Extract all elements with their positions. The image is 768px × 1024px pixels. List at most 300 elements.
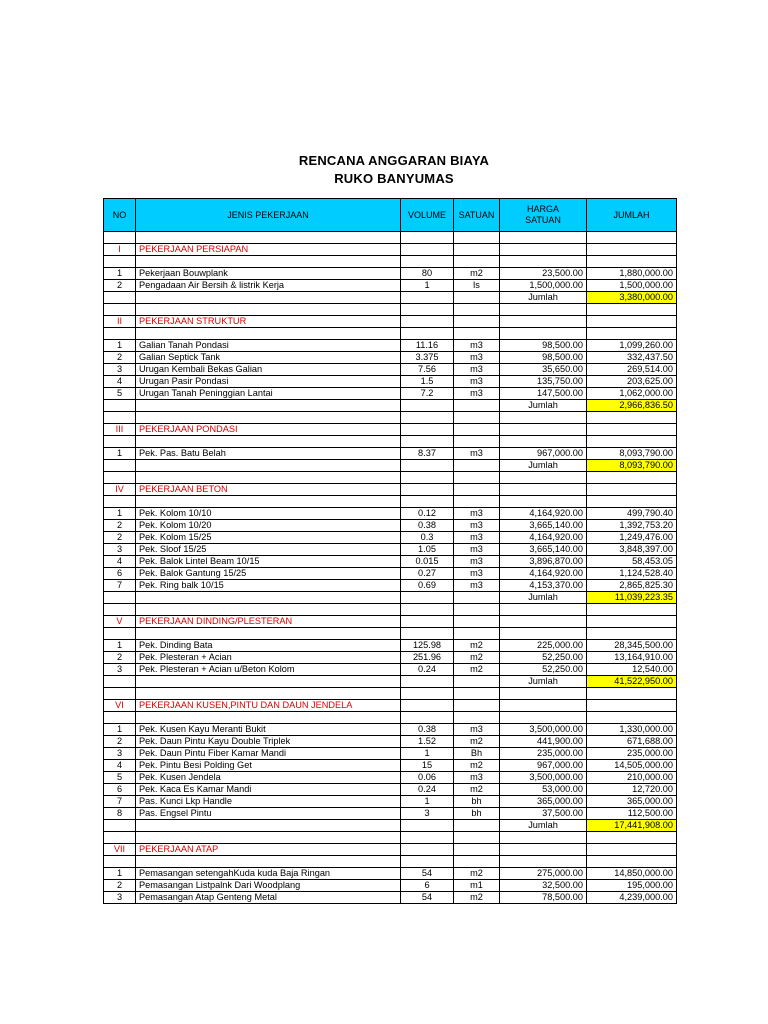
item-satuan: m2 — [454, 736, 500, 748]
blank-row — [104, 604, 677, 616]
item-harga-satuan: 235,000.00 — [500, 748, 587, 760]
empty-cell — [104, 400, 136, 412]
section-number: VII — [104, 844, 136, 856]
item-volume: 1.52 — [401, 736, 454, 748]
empty-cell — [401, 472, 454, 484]
table-row — [104, 808, 677, 820]
empty-cell — [454, 496, 500, 508]
empty-cell — [401, 484, 454, 496]
table-row — [104, 580, 677, 592]
blank-row — [104, 832, 677, 844]
empty-cell — [587, 472, 677, 484]
empty-cell — [587, 424, 677, 436]
empty-cell — [587, 604, 677, 616]
empty-cell — [401, 604, 454, 616]
item-no: 2 — [104, 352, 136, 364]
empty-cell — [401, 616, 454, 628]
item-jenis-pekerjaan: Pek. Plesteran + Acian — [136, 652, 401, 664]
empty-cell — [401, 412, 454, 424]
section-header-row — [104, 700, 677, 712]
document-subtitle: RUKO BANYUMAS — [334, 171, 454, 186]
subtotal-value: 41,522,950.00 — [587, 676, 677, 688]
item-jenis-pekerjaan: Urugan Kembali Bekas Galian — [136, 364, 401, 376]
empty-cell — [454, 436, 500, 448]
item-jenis-pekerjaan: Pek. Kaca Es Kamar Mandi — [136, 784, 401, 796]
subtotal-value: 17,441,908.00 — [587, 820, 677, 832]
empty-cell — [136, 256, 401, 268]
item-satuan: m3 — [454, 448, 500, 460]
empty-cell — [454, 484, 500, 496]
table-row — [104, 340, 677, 352]
empty-cell — [104, 604, 136, 616]
item-jenis-pekerjaan: Pek. Plesteran + Acian u/Beton Kolom — [136, 664, 401, 676]
empty-cell — [104, 628, 136, 640]
empty-cell — [104, 712, 136, 724]
empty-cell — [500, 256, 587, 268]
empty-cell — [587, 616, 677, 628]
subtotal-row — [104, 460, 677, 472]
empty-cell — [136, 820, 401, 832]
subtotal-row — [104, 820, 677, 832]
empty-cell — [401, 700, 454, 712]
header-volume: VOLUME — [401, 199, 454, 232]
table-row — [104, 364, 677, 376]
empty-cell — [104, 496, 136, 508]
empty-cell — [454, 712, 500, 724]
section-title: PEKERJAAN PONDASI — [136, 424, 401, 436]
empty-cell — [454, 856, 500, 868]
item-satuan: m3 — [454, 556, 500, 568]
empty-cell — [136, 436, 401, 448]
item-jumlah: 1,880,000.00 — [587, 268, 677, 280]
empty-cell — [454, 244, 500, 256]
section-number: IV — [104, 484, 136, 496]
item-harga-satuan: 52,250.00 — [500, 652, 587, 664]
item-jenis-pekerjaan: Pemasangan Listpalnk Dari Woodplang — [136, 880, 401, 892]
item-jenis-pekerjaan: Pek. Daun Pintu Fiber Kamar Mandi — [136, 748, 401, 760]
item-jumlah: 1,062,000.00 — [587, 388, 677, 400]
empty-cell — [454, 472, 500, 484]
table-row — [104, 652, 677, 664]
item-no: 2 — [104, 652, 136, 664]
blank-row — [104, 472, 677, 484]
item-harga-satuan: 37,500.00 — [500, 808, 587, 820]
empty-cell — [401, 592, 454, 604]
section-header-row — [104, 616, 677, 628]
empty-cell — [500, 604, 587, 616]
item-harga-satuan: 52,250.00 — [500, 664, 587, 676]
header-jumlah: JUMLAH — [587, 199, 677, 232]
item-jumlah: 203,625.00 — [587, 376, 677, 388]
blank-row — [104, 628, 677, 640]
item-satuan: Bh — [454, 748, 500, 760]
item-no: 1 — [104, 868, 136, 880]
empty-cell — [401, 688, 454, 700]
empty-cell — [401, 244, 454, 256]
item-volume: 1 — [401, 796, 454, 808]
item-jenis-pekerjaan: Urugan Tanah Peninggian Lantai — [136, 388, 401, 400]
item-volume: 0.3 — [401, 532, 454, 544]
item-no: 2 — [104, 880, 136, 892]
empty-cell — [587, 700, 677, 712]
empty-cell — [500, 700, 587, 712]
empty-cell — [500, 856, 587, 868]
item-no: 5 — [104, 388, 136, 400]
item-jumlah: 12,720.00 — [587, 784, 677, 796]
section-header-row — [104, 316, 677, 328]
empty-cell — [136, 232, 401, 244]
item-jenis-pekerjaan: Pemasangan setengahKuda kuda Baja Ringan — [136, 868, 401, 880]
item-volume: 80 — [401, 268, 454, 280]
item-volume: 1 — [401, 748, 454, 760]
section-title: PEKERJAAN PERSIAPAN — [136, 244, 401, 256]
empty-cell — [104, 292, 136, 304]
empty-cell — [401, 844, 454, 856]
item-volume: 3 — [401, 808, 454, 820]
empty-cell — [454, 424, 500, 436]
empty-cell — [587, 856, 677, 868]
subtotal-label: Jumlah — [500, 592, 587, 604]
empty-cell — [136, 292, 401, 304]
item-volume: 15 — [401, 760, 454, 772]
empty-cell — [500, 412, 587, 424]
empty-cell — [500, 628, 587, 640]
empty-cell — [454, 700, 500, 712]
item-satuan: m3 — [454, 520, 500, 532]
item-harga-satuan: 3,896,870.00 — [500, 556, 587, 568]
item-volume: 1.05 — [401, 544, 454, 556]
item-jenis-pekerjaan: Galian Septick Tank — [136, 352, 401, 364]
item-volume: 1.5 — [401, 376, 454, 388]
item-no: 1 — [104, 724, 136, 736]
empty-cell — [454, 316, 500, 328]
item-jumlah: 4,239,000.00 — [587, 892, 677, 904]
item-jumlah: 1,249,476.00 — [587, 532, 677, 544]
item-harga-satuan: 4,153,370.00 — [500, 580, 587, 592]
item-harga-satuan: 23,500.00 — [500, 268, 587, 280]
table-row — [104, 448, 677, 460]
item-jumlah: 1,330,000.00 — [587, 724, 677, 736]
item-no: 3 — [104, 544, 136, 556]
table-row — [104, 664, 677, 676]
section-header-row — [104, 844, 677, 856]
empty-cell — [454, 460, 500, 472]
item-no: 7 — [104, 796, 136, 808]
item-harga-satuan: 365,000.00 — [500, 796, 587, 808]
item-harga-satuan: 1,500,000.00 — [500, 280, 587, 292]
item-jumlah: 1,500,000.00 — [587, 280, 677, 292]
empty-cell — [500, 496, 587, 508]
item-no: 7 — [104, 580, 136, 592]
empty-cell — [500, 688, 587, 700]
empty-cell — [136, 712, 401, 724]
item-jumlah: 195,000.00 — [587, 880, 677, 892]
item-jenis-pekerjaan: Galian Tanah Pondasi — [136, 340, 401, 352]
item-jumlah: 269,514.00 — [587, 364, 677, 376]
blank-row — [104, 688, 677, 700]
empty-cell — [136, 328, 401, 340]
item-harga-satuan: 967,000.00 — [500, 760, 587, 772]
empty-cell — [500, 472, 587, 484]
section-title: PEKERJAAN BETON — [136, 484, 401, 496]
empty-cell — [454, 328, 500, 340]
section-number: V — [104, 616, 136, 628]
item-satuan: m3 — [454, 580, 500, 592]
budget-table — [103, 198, 677, 904]
empty-cell — [401, 400, 454, 412]
empty-cell — [104, 592, 136, 604]
item-satuan: bh — [454, 808, 500, 820]
item-jenis-pekerjaan: Urugan Pasir Pondasi — [136, 376, 401, 388]
empty-cell — [500, 844, 587, 856]
empty-cell — [454, 304, 500, 316]
empty-cell — [454, 400, 500, 412]
blank-row — [104, 304, 677, 316]
item-jenis-pekerjaan: Pek. Kusen Jendela — [136, 772, 401, 784]
section-header-row — [104, 484, 677, 496]
section-title: PEKERJAAN DINDING/PLESTERAN — [136, 616, 401, 628]
section-number: III — [104, 424, 136, 436]
item-harga-satuan: 3,500,000.00 — [500, 724, 587, 736]
table-row — [104, 772, 677, 784]
item-harga-satuan: 225,000.00 — [500, 640, 587, 652]
item-no: 3 — [104, 364, 136, 376]
item-satuan: m3 — [454, 376, 500, 388]
table-header-row — [104, 199, 677, 232]
item-harga-satuan: 98,500.00 — [500, 352, 587, 364]
subtotal-value: 11,039,223.35 — [587, 592, 677, 604]
table-row — [104, 640, 677, 652]
item-satuan: m2 — [454, 652, 500, 664]
empty-cell — [500, 616, 587, 628]
header-harga-line1: HARGA — [526, 204, 559, 214]
empty-cell — [401, 316, 454, 328]
table-row — [104, 544, 677, 556]
item-jenis-pekerjaan: Pek. Kolom 15/25 — [136, 532, 401, 544]
item-volume: 0.24 — [401, 664, 454, 676]
empty-cell — [401, 820, 454, 832]
empty-cell — [136, 604, 401, 616]
item-jumlah: 332,437.50 — [587, 352, 677, 364]
table-row — [104, 556, 677, 568]
item-volume: 0.015 — [401, 556, 454, 568]
item-volume: 0.06 — [401, 772, 454, 784]
header-no: NO — [104, 199, 136, 232]
empty-cell — [587, 688, 677, 700]
empty-cell — [500, 244, 587, 256]
item-jumlah: 3,848,397.00 — [587, 544, 677, 556]
empty-cell — [104, 832, 136, 844]
item-harga-satuan: 3,500,000.00 — [500, 772, 587, 784]
empty-cell — [104, 472, 136, 484]
blank-row — [104, 856, 677, 868]
empty-cell — [136, 628, 401, 640]
empty-cell — [587, 712, 677, 724]
item-jenis-pekerjaan: Pengadaan Air Bersih & listrik Kerja — [136, 280, 401, 292]
table-row — [104, 760, 677, 772]
section-number: II — [104, 316, 136, 328]
empty-cell — [454, 676, 500, 688]
item-satuan: m2 — [454, 892, 500, 904]
item-volume: 54 — [401, 868, 454, 880]
empty-cell — [104, 436, 136, 448]
item-harga-satuan: 35,650.00 — [500, 364, 587, 376]
item-harga-satuan: 4,164,920.00 — [500, 568, 587, 580]
empty-cell — [587, 232, 677, 244]
subtotal-label: Jumlah — [500, 460, 587, 472]
subtotal-row — [104, 292, 677, 304]
item-jenis-pekerjaan: Pek. Kolom 10/10 — [136, 508, 401, 520]
empty-cell — [587, 628, 677, 640]
blank-row — [104, 232, 677, 244]
item-satuan: m2 — [454, 784, 500, 796]
item-satuan: m3 — [454, 772, 500, 784]
item-no: 1 — [104, 640, 136, 652]
item-jumlah: 499,790.40 — [587, 508, 677, 520]
item-no: 1 — [104, 508, 136, 520]
blank-row — [104, 712, 677, 724]
item-volume: 0.38 — [401, 724, 454, 736]
subtotal-label: Jumlah — [500, 820, 587, 832]
blank-row — [104, 256, 677, 268]
empty-cell — [104, 232, 136, 244]
item-volume: 1 — [401, 280, 454, 292]
item-volume: 8.37 — [401, 448, 454, 460]
item-volume: 0.38 — [401, 520, 454, 532]
header-satuan: SATUAN — [454, 199, 500, 232]
item-jumlah: 365,000.00 — [587, 796, 677, 808]
blank-row — [104, 436, 677, 448]
table-row — [104, 280, 677, 292]
item-volume: 6 — [401, 880, 454, 892]
item-harga-satuan: 147,500.00 — [500, 388, 587, 400]
item-no: 3 — [104, 664, 136, 676]
empty-cell — [500, 304, 587, 316]
empty-cell — [136, 496, 401, 508]
subtotal-label: Jumlah — [500, 400, 587, 412]
item-volume: 251.96 — [401, 652, 454, 664]
empty-cell — [136, 472, 401, 484]
subtotal-value: 8,093,790.00 — [587, 460, 677, 472]
item-jumlah: 14,505,000.00 — [587, 760, 677, 772]
section-header-row — [104, 424, 677, 436]
empty-cell — [401, 832, 454, 844]
item-satuan: m2 — [454, 868, 500, 880]
item-jenis-pekerjaan: Pek. Pas. Batu Belah — [136, 448, 401, 460]
section-number: I — [104, 244, 136, 256]
empty-cell — [401, 292, 454, 304]
item-no: 1 — [104, 268, 136, 280]
empty-cell — [587, 304, 677, 316]
empty-cell — [587, 496, 677, 508]
table-row — [104, 568, 677, 580]
empty-cell — [500, 484, 587, 496]
item-satuan: m2 — [454, 268, 500, 280]
blank-row — [104, 496, 677, 508]
document-title: RENCANA ANGGARAN BIAYA — [298, 153, 490, 168]
item-jenis-pekerjaan: Pek. Pintu Besi Polding Get — [136, 760, 401, 772]
empty-cell — [401, 436, 454, 448]
empty-cell — [587, 316, 677, 328]
item-no: 8 — [104, 808, 136, 820]
blank-row — [104, 328, 677, 340]
table-row — [104, 268, 677, 280]
item-jenis-pekerjaan: Pas. Engsel Pintu — [136, 808, 401, 820]
item-no: 4 — [104, 376, 136, 388]
item-jumlah: 28,345,500.00 — [587, 640, 677, 652]
item-harga-satuan: 967,000.00 — [500, 448, 587, 460]
item-harga-satuan: 135,750.00 — [500, 376, 587, 388]
section-title: PEKERJAAN STRUKTUR — [136, 316, 401, 328]
item-satuan: m3 — [454, 532, 500, 544]
blank-row — [104, 412, 677, 424]
empty-cell — [587, 244, 677, 256]
subtotal-value: 3,380,000.00 — [587, 292, 677, 304]
table-row — [104, 868, 677, 880]
item-jenis-pekerjaan: Pemasangan Atap Genteng Metal — [136, 892, 401, 904]
header-harga-line2: SATUAN — [525, 215, 561, 225]
item-volume: 7.2 — [401, 388, 454, 400]
empty-cell — [500, 424, 587, 436]
table-row — [104, 736, 677, 748]
subtotal-label: Jumlah — [500, 676, 587, 688]
item-harga-satuan: 53,000.00 — [500, 784, 587, 796]
table-row — [104, 520, 677, 532]
item-jumlah: 210,000.00 — [587, 772, 677, 784]
item-jumlah: 1,124,528.40 — [587, 568, 677, 580]
item-volume: 0.27 — [401, 568, 454, 580]
table-row — [104, 376, 677, 388]
empty-cell — [401, 496, 454, 508]
item-volume: 11.16 — [401, 340, 454, 352]
item-no: 2 — [104, 532, 136, 544]
table-row — [104, 724, 677, 736]
item-satuan: m3 — [454, 724, 500, 736]
empty-cell — [500, 712, 587, 724]
item-no: 3 — [104, 748, 136, 760]
empty-cell — [104, 820, 136, 832]
empty-cell — [401, 256, 454, 268]
empty-cell — [401, 304, 454, 316]
item-harga-satuan: 441,900.00 — [500, 736, 587, 748]
empty-cell — [136, 592, 401, 604]
item-jumlah: 14,850,000.00 — [587, 868, 677, 880]
item-volume: 7.56 — [401, 364, 454, 376]
empty-cell — [454, 232, 500, 244]
item-jenis-pekerjaan: Pek. Daun Pintu Kayu Double Triplek — [136, 736, 401, 748]
item-jenis-pekerjaan: Pekerjaan Bouwplank — [136, 268, 401, 280]
item-jumlah: 235,000.00 — [587, 748, 677, 760]
empty-cell — [104, 856, 136, 868]
empty-cell — [500, 316, 587, 328]
empty-cell — [401, 628, 454, 640]
empty-cell — [401, 232, 454, 244]
item-no: 6 — [104, 784, 136, 796]
empty-cell — [136, 676, 401, 688]
table-row — [104, 784, 677, 796]
empty-cell — [104, 460, 136, 472]
item-harga-satuan: 98,500.00 — [500, 340, 587, 352]
empty-cell — [454, 832, 500, 844]
item-harga-satuan: 3,665,140.00 — [500, 520, 587, 532]
empty-cell — [454, 256, 500, 268]
empty-cell — [136, 460, 401, 472]
item-satuan: m1 — [454, 880, 500, 892]
empty-cell — [587, 832, 677, 844]
empty-cell — [587, 256, 677, 268]
section-title: PEKERJAAN ATAP — [136, 844, 401, 856]
item-volume: 54 — [401, 892, 454, 904]
